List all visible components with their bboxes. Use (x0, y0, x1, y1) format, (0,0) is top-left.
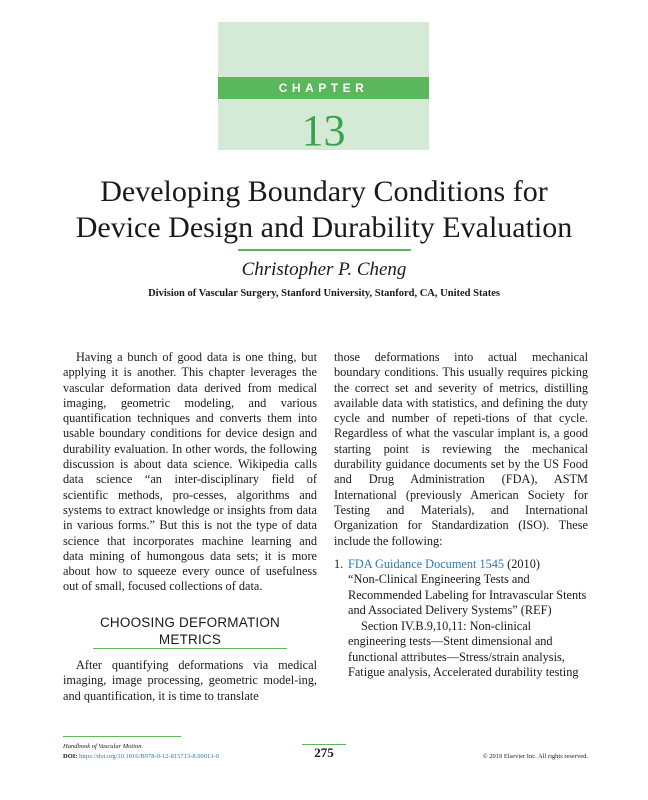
chapter-label: CHAPTER (278, 81, 369, 95)
guidance-document-link[interactable]: FDA Guidance Document 1545 (348, 557, 505, 571)
section-heading-line1: CHOOSING DEFORMATION (99, 615, 280, 630)
section-divider (93, 648, 287, 649)
list-item-quote: “Non-Clinical Engineering Tests and Recommended Labeling for Intravascular Stents and Associated Delivery Systems” (REF) (348, 572, 587, 617)
left-column-continued (63, 658, 317, 704)
guidance-list (334, 557, 588, 680)
left-column (63, 350, 317, 595)
author-name: Christopher P. Cheng (241, 259, 407, 280)
doi-label: DOI: (63, 753, 78, 760)
chapter-number: 13 (301, 106, 346, 155)
chapter-title-line1: Developing Boundary Conditions for (100, 175, 548, 208)
right-paragraph: those deformations into actual mechanical boundary conditions. This usually requires picking the correct set and severity of metrics, distilling available data with statistics, and defining the duty cycle and number of repeti-tions of that cycle. Regardless of what the vascular implant is, a good starting point is reviewing the mechanical durability guidance documents set by the US Food and Drug Administration (FDA), ASTM International (previously American Society for Testing and Materials), and International Organization for Standardization (ISO). These include the following: (334, 350, 588, 548)
list-item-subsection: Section IV.B.9,10,11: Non-clinical engineering tests—Stent dimensional and functional attributes—Stress/strain analysis, Fatigue analysis, Accelerated durability testing (348, 619, 579, 680)
doi-link[interactable]: https://doi.org/10.1016/B978-0-12-815713-8.00013-9 (79, 753, 219, 760)
chapter-title-line2: Device Design and Durability Evaluation (75, 211, 573, 244)
chapter-title (40, 174, 608, 246)
footer-doi (63, 752, 219, 761)
section-heading (63, 614, 317, 648)
list-item-year: (2010) (504, 557, 540, 571)
list-item-title (348, 557, 588, 572)
list-item-body (348, 557, 588, 680)
title-divider (238, 249, 411, 251)
chapter-banner (218, 22, 429, 155)
list-item (334, 557, 588, 680)
section-heading-line2: METRICS (158, 632, 222, 647)
list-item-number: 1. (334, 557, 344, 571)
page-number: 275 (314, 745, 334, 760)
right-column (334, 350, 588, 549)
section-paragraph: After quantifying deformations via medical imaging, image processing, geometric model-ing, and quantification, it is time to translate (63, 658, 317, 703)
footer-divider-left (63, 736, 181, 737)
author-affiliation: Division of Vascular Surgery, Stanford University, Stanford, CA, United States (148, 288, 500, 299)
footer-source: Handbook of Vascular Motion. (63, 743, 144, 750)
copyright-notice: © 2019 Elsevier Inc. All rights reserved. (482, 753, 588, 760)
intro-paragraph: Having a bunch of good data is one thing, but applying it is another. This chapter leverages the vascular deformation data derived from medical imaging, geometric modeling, and various quantification techniques and converts them into usable boundary conditions for device design and durability evaluation. In other words, the following discussion is about data science. Wikipedia calls data science “an inter-disciplinary field of scientific methods, pro-cesses, algorithms and systems to extract knowledge or insights from data in various forms.” But this is not the type of data science that incorporates machine learning and data mining of humongous data sets; it is more about how to squeeze every ounce of usefulness out of small, focused collections of data. (63, 350, 317, 594)
